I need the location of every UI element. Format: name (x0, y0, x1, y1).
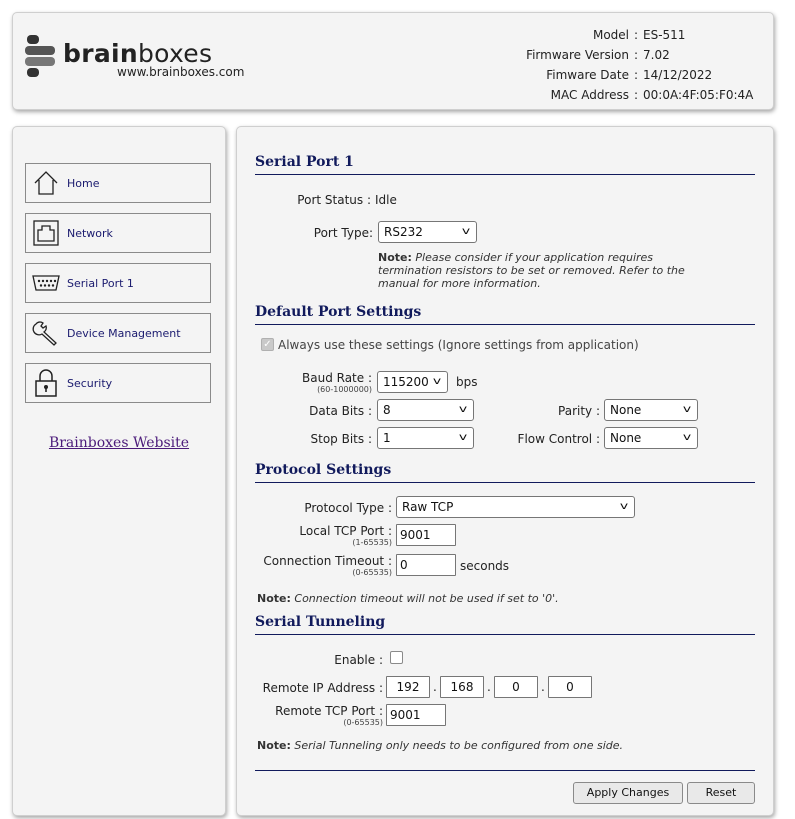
info-label: MAC Address (550, 88, 629, 102)
info-value: 14/12/2022 (643, 68, 713, 82)
chevron-down-icon: v (461, 226, 471, 237)
connection-timeout-input[interactable]: 0 (396, 554, 456, 576)
info-value: 00:0A:4F:05:F0:4A (643, 88, 754, 102)
remote-tcp-port-label (247, 704, 383, 727)
sidebar-item-label: Serial Port 1 (67, 276, 134, 290)
chevron-down-icon: v (458, 432, 468, 443)
stop-bits-value: 1 (383, 431, 391, 445)
device-info (526, 25, 753, 105)
protocol-type-select[interactable] (396, 496, 635, 518)
remote-tcp-port-input[interactable]: 9001 (386, 704, 446, 726)
sidebar-item-label: Security (67, 376, 113, 390)
baud-rate-range: (60-1000000) (317, 385, 372, 394)
info-value: 7.02 (643, 48, 670, 62)
baud-rate-label-text: Baud Rate : (302, 371, 372, 385)
note-text: Please consider if your application requires (411, 251, 654, 264)
data-bits-label: Data Bits : (309, 404, 372, 418)
note-text: Serial Tunneling only needs to be configured from one side. (290, 739, 624, 752)
chevron-down-icon: v (432, 376, 442, 387)
data-bits-value: 8 (383, 403, 391, 417)
remote-tcp-port-label-text: Remote TCP Port : (275, 704, 383, 718)
remote-ip-octet-4[interactable]: 0 (548, 676, 592, 698)
parity-label: Parity : (558, 404, 600, 418)
note-text: manual for more information. (378, 277, 541, 290)
connection-timeout-note (257, 592, 737, 605)
parity-select[interactable] (604, 399, 698, 421)
section-title-protocol-settings: Protocol Settings (255, 462, 755, 483)
local-tcp-port-input[interactable]: 9001 (396, 524, 456, 546)
remote-ip-label: Remote IP Address : (262, 681, 383, 695)
padlock-icon (26, 364, 66, 402)
header-panel (12, 12, 774, 110)
chevron-down-icon: v (458, 404, 468, 415)
sidebar-item-label: Network (67, 226, 113, 240)
connection-timeout-label-text: Connection Timeout : (263, 554, 392, 568)
always-use-settings-checkbox[interactable]: ✓ (261, 338, 274, 351)
section-title-default-port-settings: Default Port Settings (255, 304, 755, 325)
connection-timeout-range: (0-65535) (352, 568, 392, 577)
sidebar-item-serial-port-1[interactable] (25, 263, 211, 303)
apply-changes-button[interactable]: Apply Changes (573, 782, 683, 804)
sidebar-item-label: Home (67, 176, 100, 190)
flow-control-select[interactable] (604, 427, 698, 449)
section-title-serial-port: Serial Port 1 (255, 154, 755, 175)
info-row-mac-address: MAC Address : 00:0A:4F:05:F0:4A (526, 85, 753, 105)
note-text: Connection timeout will not be used if set to '0'. (290, 592, 559, 605)
sidebar-item-device-management[interactable] (25, 313, 211, 353)
connection-timeout-unit: seconds (460, 559, 510, 573)
note-label: Note: (257, 739, 291, 752)
info-label: Model (592, 28, 629, 42)
port-type-select[interactable] (378, 221, 477, 243)
local-tcp-port-label (247, 524, 392, 547)
baud-rate-unit: bps (456, 375, 478, 389)
serial-tunneling-note (257, 739, 737, 752)
note-text: termination resistors to be set or removed. Refer to the (378, 264, 685, 277)
baud-rate-value: 115200 (383, 375, 429, 389)
stop-bits-select[interactable] (377, 427, 474, 449)
port-status-label: Port Status : (297, 193, 371, 207)
sidebar-item-home[interactable] (25, 163, 211, 203)
remote-ip-octet-3[interactable]: 0 (494, 676, 538, 698)
sidebar-item-network[interactable] (25, 213, 211, 253)
connection-timeout-label (247, 554, 392, 577)
local-tcp-port-range: (1-65535) (352, 538, 392, 547)
sidebar-item-label: Device Management (67, 326, 181, 340)
info-row-model: Model : ES-511 (526, 25, 753, 45)
main-panel: Serial Port 1 Port Status : Idle Port Type: RS232 v Note: Please consider if your application requires termination resistors to be set or removed. Refer to the manual for more information. Default Port Settings ✓ Always use these settings (Ignore settings from application) Baud Rate : (60-1000000) 115200 v bps Data Bits : 8 v Stop Bits : 1 v Parity : None v Flow Control : None v Protocol Settings Protocol Type : Raw TCP v Local TCP Port : (1-65535) 9001 Connection Timeout : (0-65535) 0 seconds Note: Connection timeout will not be used if set to '0'. Serial Tunneling Enable : Remote IP Address : 192 . 168 . 0 . 0 Remote TCP Port : (0-65535) 9001 Note: Serial Tunneling only needs to be configured from one side. Apply Changes Reset (236, 126, 774, 816)
reset-button[interactable]: Reset (687, 782, 755, 804)
info-label: Firmware Version (526, 48, 629, 62)
info-value: ES-511 (643, 28, 686, 42)
brainboxes-website-link[interactable]: Brainboxes Website (48, 435, 190, 451)
tunneling-enable-checkbox[interactable] (390, 651, 403, 664)
local-tcp-port-label-text: Local TCP Port : (299, 524, 392, 538)
port-type-value: RS232 (384, 225, 423, 239)
logo-wordmark (63, 39, 212, 68)
home-icon (26, 164, 66, 202)
info-label: Fimware Date (546, 68, 629, 82)
protocol-type-value: Raw TCP (402, 500, 454, 514)
parity-value: None (610, 403, 642, 417)
logo-text-bold: brain (63, 39, 138, 68)
section-title-serial-tunneling: Serial Tunneling (255, 614, 755, 635)
brainboxes-logo-icon (25, 35, 61, 79)
protocol-type-label: Protocol Type : (304, 501, 392, 515)
baud-rate-input[interactable] (377, 371, 448, 393)
chevron-down-icon: v (619, 501, 629, 512)
note-label: Note: (378, 251, 412, 264)
remote-ip-octet-1[interactable]: 192 (386, 676, 430, 698)
wrench-icon (26, 314, 66, 352)
port-status-value: Idle (375, 193, 397, 207)
remote-tcp-port-range: (0-65535) (343, 718, 383, 727)
data-bits-select[interactable] (377, 399, 474, 421)
footer-divider (255, 770, 755, 771)
port-type-note (378, 251, 718, 290)
remote-ip-octet-2[interactable]: 168 (440, 676, 484, 698)
info-row-firmware-date: Fimware Date : 14/12/2022 (526, 65, 753, 85)
network-icon (26, 214, 66, 252)
info-row-firmware-version: Firmware Version : 7.02 (526, 45, 753, 65)
serial-port-icon (26, 264, 66, 302)
always-use-settings-label: Always use these settings (Ignore settings from application) (278, 338, 639, 352)
flow-control-label: Flow Control : (517, 432, 600, 446)
sidebar-item-security[interactable] (25, 363, 211, 403)
stop-bits-label: Stop Bits : (310, 432, 372, 446)
logo-text-regular: boxes (137, 39, 213, 68)
chevron-down-icon: v (682, 432, 692, 443)
port-type-label: Port Type: (313, 226, 373, 240)
flow-control-value: None (610, 431, 642, 445)
enable-label: Enable : (334, 653, 383, 667)
sidebar-panel (12, 126, 226, 816)
baud-rate-label (277, 371, 372, 394)
note-label: Note: (257, 592, 291, 605)
chevron-down-icon: v (682, 404, 692, 415)
logo-url: www.brainboxes.com (117, 65, 245, 79)
